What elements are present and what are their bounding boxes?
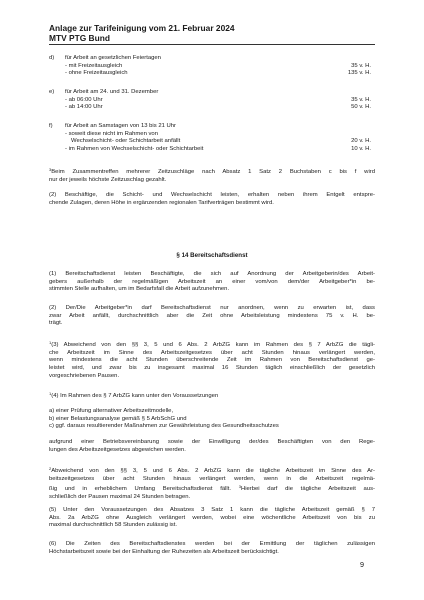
percent-value: 35 v. H. bbox=[351, 96, 371, 103]
list-item: Wechselschicht- oder Schichtarbeit anfällt 20 v. H. bbox=[71, 138, 371, 145]
paragraph-2: (2) Beschäftige, die Schicht- und Wechselschicht leisten, erhalten neben ihrem Entgelt entspre- chende Zulagen, deren Höhe in ergänzenden regionalen Tarifverträgen bestimmt wird. bbox=[49, 192, 375, 206]
list-item: - ohne Freizeitausgleich 135 v. H. bbox=[65, 70, 371, 77]
list-title: für Arbeit am 24. und 31. Dezember bbox=[65, 89, 159, 95]
list-item: a) einer Prüfung alternativer Arbeitszeitmodelle, bbox=[49, 408, 174, 414]
section-paragraph-3: $^1$(3) Abweichend von den §§ 3, 5 und 6 Abs. 2 ArbZG kann im Rahmen des § 7 ArbZG die tägli- che Arbeitszeit im Sinne des Arbeitszeitgesetzes über acht Stunden hinaus verlängert werden, wenn mindestens die acht Stunden überschreitende Zeit im Rahmen von Bereitschaftsdienst ge- leistet wird, und zwar bis zu insgesamt maximal 16 Stunden täglich einschließlich der gesetzlich vorgeschriebenen Pausen. bbox=[49, 340, 375, 379]
header-subtitle: MTV PTG Bund bbox=[49, 33, 110, 43]
section-paragraph-5: (5) Unter den Voraussetzungen des Absatzes 3 Satz 1 kann die tägliche Arbeitszeit gemäß § 7 Abs. 2a ArbZG ohne Ausgleich verlängert werden, wobei eine wöchentliche Arbeitszeit von bis zu maximal durchschnittlich 58 Stunden zulässig ist. bbox=[49, 507, 375, 529]
section-paragraph-4-body: aufgrund einer Betriebsvereinbarung sowie der Einwilligung der/des Beschäftigten von den Rege- lungen des Arbeitszeitgesetzes abgewichen werden. bbox=[49, 439, 375, 453]
list-key: e) bbox=[49, 89, 55, 95]
page-number: 9 bbox=[360, 560, 364, 569]
percent-value: 35 v. H. bbox=[351, 62, 371, 69]
section-paragraph-6: (6) Die Zeiten des Bereitschaftsdienstes werden bei der Ermittlung der täglichen zulässigen Höchstarbeitszeit sowie bei der Einhaltung der Ruhezeiten als Arbeitszeit berücksichtigt. bbox=[49, 541, 375, 555]
surcharge-note: $^3$Beim Zusammentreffen mehrerer Zeitzuschläge nach Absatz 1 Satz 2 Buchstaben c bis f wird nur der jeweils höchste Zeitzuschlag gezahlt. bbox=[49, 167, 375, 183]
list-key: f) bbox=[49, 123, 53, 129]
percent-value: 135 v. H. bbox=[347, 70, 371, 77]
list-item: - soweit diese nicht im Rahmen von bbox=[65, 130, 158, 137]
header-rule bbox=[49, 44, 375, 45]
section-paragraph-2: (2) Der/Die Arbeitgeber*in darf Bereitschaftsdienst nur anordnen, wenn zu erwarten ist, dass zwar Arbeit anfällt, durchschnittlich aber die Zeit ohne Arbeitsleistung mindestens 75 v. H. be- trägt. bbox=[49, 305, 375, 327]
list-item: - im Rahmen von Wechselschicht- oder Schichtarbeit 10 v. H. bbox=[65, 146, 371, 153]
list-title: für Arbeit an gesetzlichen Feiertagen bbox=[65, 55, 161, 61]
header-title: Anlage zur Tarifeinigung vom 21. Februar 2024 bbox=[49, 23, 235, 33]
list-item: - ab 14:00 Uhr 50 v. H. bbox=[65, 104, 371, 111]
list-item: - mit Freizeitausgleich 35 v. H. bbox=[65, 62, 371, 69]
section-paragraph-1: (1) Bereitschaftsdienst leisten Beschäftigte, die sich auf Anordnung der Arbeitgeberin/des Arbeit- gebers außerhalb der regelmäßigen Arbeitszeit an einer vom/von dem/der Arbeitgeber*in be- stimmten Stelle aufhalten, um im Bedarfsfall die Arbeit aufzunehmen. bbox=[49, 271, 375, 293]
section-heading: § 14 Bereitschaftsdienst bbox=[176, 252, 248, 259]
list-item: b) einer Belastungsanalyse gemäß § 5 ArbSchG und bbox=[49, 415, 187, 422]
percent-value: 10 v. H. bbox=[351, 146, 371, 153]
page-header bbox=[49, 23, 375, 43]
conditions-list bbox=[49, 408, 375, 431]
surcharge-list-e bbox=[49, 89, 375, 112]
percent-value: 20 v. H. bbox=[351, 138, 371, 145]
percent-value: 50 v. H. bbox=[351, 104, 371, 111]
list-item: - ab 06:00 Uhr 35 v. H. bbox=[65, 96, 371, 103]
surcharge-list-d bbox=[49, 55, 375, 78]
list-item: c) ggf. daraus resultierender Maßnahmen zur Gewährleistung des Gesundheitsschutzes bbox=[49, 423, 279, 430]
list-title: für Arbeit an Samstagen von 13 bis 21 Uhr bbox=[65, 123, 177, 129]
surcharge-list-f bbox=[49, 123, 375, 154]
section-paragraph-4-deviation: $^2$Abweichend von den §§ 3, 5 und 6 Abs. 2 ArbZG kann die tägliche Arbeitszeit im Sinne des Ar- beitszeitgesetzes über acht Stunden hinaus verlängert werden, wenn in die Arbeitszeit regelmä- ßig und in erheblichem Umfang Bereitschaftsdienst fällt. $^3$Hierbei darf die tägliche Arbeitszeit aus- schließlich der Pausen maximal 24 Stunden betragen. bbox=[49, 466, 375, 501]
section-paragraph-4-intro: $^1$(4) Im Rahmen des § 7 ArbZG kann unter den Voraussetzungen bbox=[49, 391, 219, 399]
list-key: d) bbox=[49, 55, 55, 61]
